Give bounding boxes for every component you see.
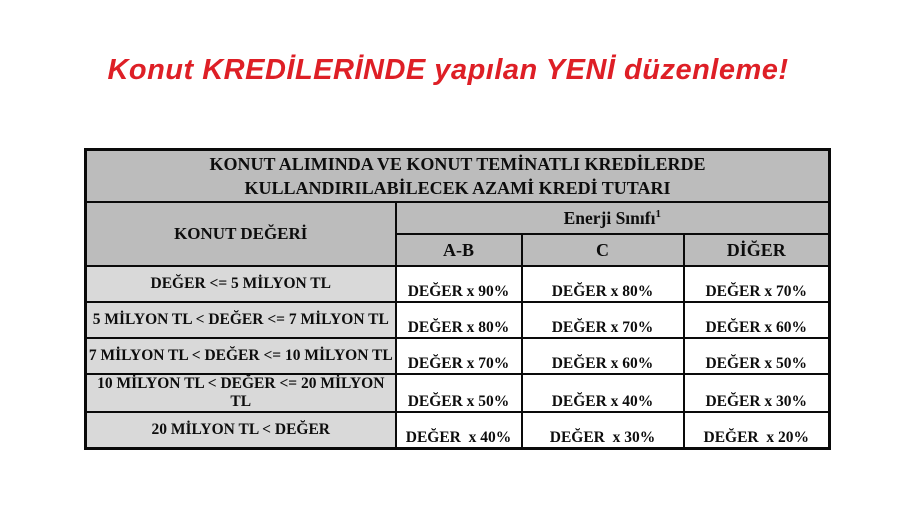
value-cell: DEĞER x 80% (522, 266, 684, 302)
energy-class-header-cell (396, 202, 830, 234)
table-row (86, 374, 830, 412)
value-cell: DEĞER x 20% (684, 412, 830, 449)
value-cell: DEĞER x 30% (522, 412, 684, 449)
value-cell: DEĞER x 30% (684, 374, 830, 412)
konut-degeri-label: KONUT DEĞERİ (174, 224, 308, 243)
value-cell: DEĞER x 90% (396, 266, 522, 302)
table-row (86, 302, 830, 338)
value-cell: DEĞER x 70% (522, 302, 684, 338)
row-label: 7 MİLYON TL < DEĞER <= 10 MİLYON TL (86, 338, 396, 374)
class-column-ab: A-B (396, 234, 522, 266)
table-title-cell (86, 150, 830, 203)
energy-class-footnote: 1 (655, 207, 661, 220)
row-label: 5 MİLYON TL < DEĞER <= 7 MİLYON TL (86, 302, 396, 338)
value-cell: DEĞER x 40% (522, 374, 684, 412)
class-column-diger: DİĞER (684, 234, 830, 266)
table-row (86, 338, 830, 374)
value-cell: DEĞER x 70% (684, 266, 830, 302)
value-cell: DEĞER x 50% (396, 374, 522, 412)
credit-table-container (84, 148, 831, 450)
page-title: Konut KREDİLERİNDE yapılan YENİ düzenleme! (107, 54, 789, 86)
value-cell: DEĞER x 40% (396, 412, 522, 449)
energy-class-row (86, 202, 830, 234)
value-cell: DEĞER x 60% (522, 338, 684, 374)
row-label: 20 MİLYON TL < DEĞER (86, 412, 396, 449)
table-title-row (86, 150, 830, 203)
energy-class-label: Enerji Sınıfı (563, 207, 656, 228)
class-column-c: C (522, 234, 684, 266)
row-label: 10 MİLYON TL < DEĞER <= 20 MİLYON TL (86, 374, 396, 412)
row-label: DEĞER <= 5 MİLYON TL (86, 266, 396, 302)
value-cell: DEĞER x 50% (684, 338, 830, 374)
table-row (86, 266, 830, 302)
value-cell: DEĞER x 60% (684, 302, 830, 338)
value-cell: DEĞER x 80% (396, 302, 522, 338)
table-title-line1: KONUT ALIMINDA VE KONUT TEMİNATLI KREDİLERDE (209, 153, 706, 174)
table-row (86, 412, 830, 449)
table-title-line2: KULLANDIRILABİLECEK AZAMİ KREDİ TUTARI (244, 178, 671, 198)
konut-degeri-header-cell (86, 202, 396, 266)
credit-limit-table (84, 148, 831, 450)
value-cell: DEĞER x 70% (396, 338, 522, 374)
